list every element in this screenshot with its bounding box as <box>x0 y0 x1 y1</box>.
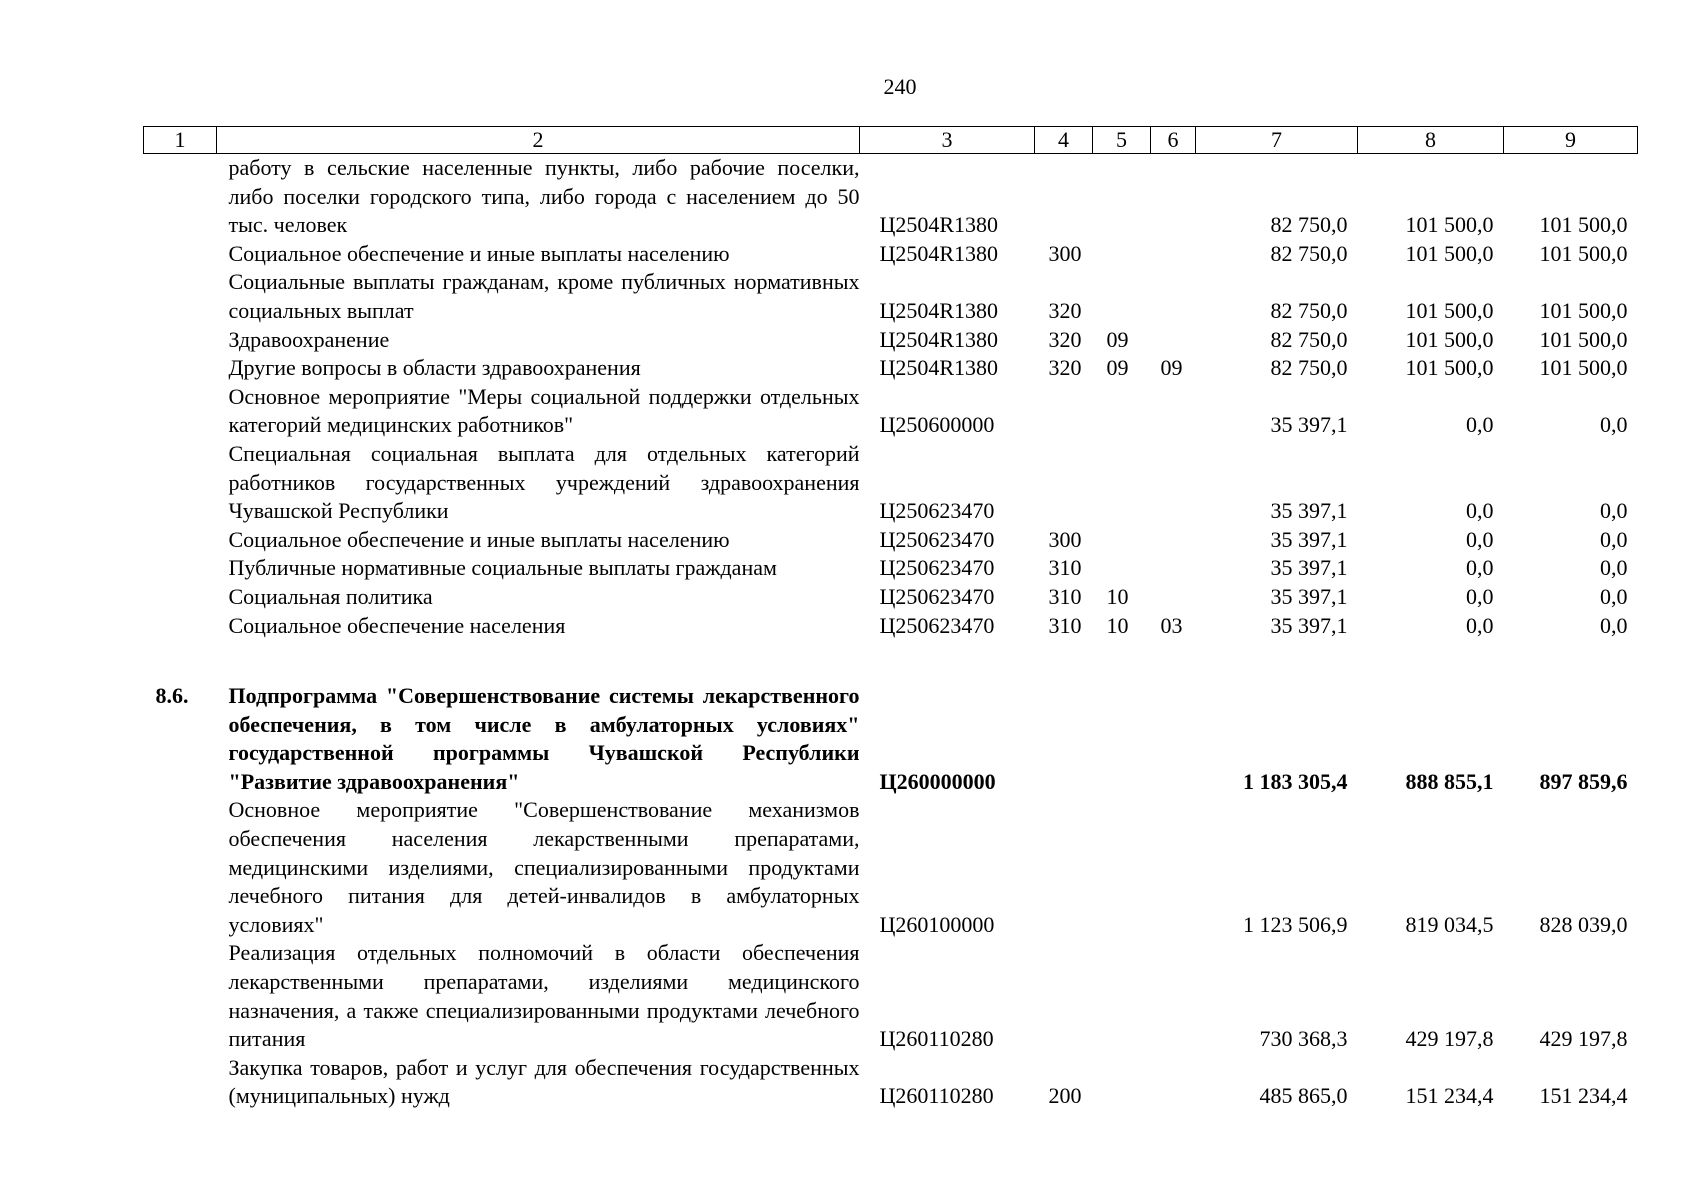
row-amount-col9: 101 500,0 <box>1539 212 1628 238</box>
row-subsection <box>1151 796 1196 939</box>
row-amount-col8: 429 197,8 <box>1405 1026 1494 1052</box>
row-code: Ц2504R1380 <box>879 355 999 381</box>
table-row <box>144 154 1638 240</box>
row-name: Реализация отдельных полномочий в области обеспечения лекарственными препаратами, изделиями медицинского назначения, а также специализированными продуктами лечебного питания <box>228 940 860 1052</box>
row-amount-col9: 0,0 <box>1600 583 1628 609</box>
column-number-row <box>144 127 1638 154</box>
table-row <box>144 939 1638 1053</box>
row-section: 09 <box>1106 355 1129 381</box>
row-amount-col9: 101 500,0 <box>1539 326 1628 352</box>
row-number <box>144 354 217 383</box>
row-subsection <box>1151 939 1196 1053</box>
row-code: Ц250623470 <box>879 555 995 581</box>
row-expense-type <box>1035 440 1093 526</box>
row-code: Ц260110280 <box>879 1083 994 1109</box>
row-amount-col8: 819 034,5 <box>1405 911 1494 937</box>
table-row <box>144 796 1638 939</box>
page-number: 240 <box>883 74 917 99</box>
row-amount-col7: 35 397,1 <box>1270 555 1348 581</box>
row-amount-col7: 1 183 305,4 <box>1243 768 1348 794</box>
row-name: Основное мероприятие "Совершенствование механизмов обеспечения населения лекарственными препаратами, медицинскими изделиями, специализированными продуктами лечебного питания для детей-инвалидов в амбулаторных условиях" <box>228 797 860 937</box>
row-amount-col7: 82 750,0 <box>1270 326 1348 352</box>
row-amount-col9: 101 500,0 <box>1539 355 1628 381</box>
row-code: Ц2504R1380 <box>879 240 999 266</box>
row-expense-type: 320 <box>1048 355 1082 381</box>
row-subsection <box>1151 268 1196 325</box>
row-section <box>1093 682 1151 796</box>
row-name: Социальная политика <box>228 583 433 609</box>
table-row <box>144 583 1638 612</box>
row-expense-type: 300 <box>1048 240 1082 266</box>
row-expense-type <box>1035 154 1093 240</box>
table-row <box>144 526 1638 555</box>
row-section <box>1093 939 1151 1053</box>
row-number <box>144 796 217 939</box>
row-number <box>144 554 217 583</box>
row-expense-type: 320 <box>1048 326 1082 352</box>
row-expense-type <box>1035 682 1093 796</box>
row-code: Ц2504R1380 <box>879 212 999 238</box>
row-code: Ц2504R1380 <box>879 326 999 352</box>
table-row <box>144 383 1638 440</box>
row-number: 8.6. <box>155 683 189 709</box>
row-code: Ц260110280 <box>879 1026 994 1052</box>
row-expense-type: 310 <box>1048 555 1082 581</box>
row-code: Ц250623470 <box>879 526 995 552</box>
row-amount-col8: 0,0 <box>1466 412 1494 438</box>
row-amount-col9: 0,0 <box>1600 555 1628 581</box>
row-amount-col8: 0,0 <box>1466 526 1494 552</box>
row-section: 10 <box>1106 583 1129 609</box>
row-name: Социальное обеспечение и иные выплаты населению <box>228 240 730 266</box>
table-body <box>144 154 1638 1112</box>
row-name: Специальная социальная выплата для отдельных категорий работников государственных учреждений здравоохранения Чувашской Республики <box>228 440 860 524</box>
row-number <box>144 939 217 1053</box>
table-row <box>144 1054 1638 1111</box>
row-amount-col7: 82 750,0 <box>1270 355 1348 381</box>
row-subsection: 09 <box>1160 355 1183 381</box>
table-row <box>144 440 1638 526</box>
row-expense-type: 310 <box>1048 583 1082 609</box>
row-amount-col7: 1 123 506,9 <box>1243 911 1348 937</box>
row-amount-col7: 730 368,3 <box>1259 1026 1348 1052</box>
row-subsection <box>1151 240 1196 269</box>
row-subsection <box>1151 554 1196 583</box>
row-section <box>1093 526 1151 555</box>
row-expense-type: 300 <box>1048 526 1082 552</box>
row-amount-col9: 0,0 <box>1600 412 1628 438</box>
row-name: Публичные нормативные социальные выплаты гражданам <box>228 555 777 581</box>
column-header-4: 4 <box>1035 127 1093 154</box>
table-row <box>144 354 1638 383</box>
row-amount-col8: 101 500,0 <box>1405 297 1494 323</box>
table-row <box>144 268 1638 325</box>
spacer-cell <box>144 640 1638 682</box>
section-spacer <box>144 640 1638 682</box>
row-amount-col7: 82 750,0 <box>1270 240 1348 266</box>
row-number <box>144 440 217 526</box>
row-name: Социальные выплаты гражданам, кроме публичных нормативных социальных выплат <box>228 269 860 323</box>
table-row <box>144 326 1638 355</box>
row-amount-col9: 429 197,8 <box>1539 1026 1628 1052</box>
row-name: Социальное обеспечение и иные выплаты населению <box>228 526 730 552</box>
row-subsection <box>1151 526 1196 555</box>
row-section <box>1093 154 1151 240</box>
row-amount-col9: 151 234,4 <box>1539 1083 1628 1109</box>
row-amount-col8: 101 500,0 <box>1405 355 1494 381</box>
row-code: Ц250600000 <box>879 412 995 438</box>
row-amount-col7: 35 397,1 <box>1270 583 1348 609</box>
row-name: Закупка товаров, работ и услуг для обеспечения государственных (муниципальных) нужд <box>228 1054 860 1109</box>
row-amount-col7: 35 397,1 <box>1270 612 1348 638</box>
row-amount-col9: 0,0 <box>1600 612 1628 638</box>
row-section <box>1093 240 1151 269</box>
row-number <box>144 526 217 555</box>
row-number <box>144 240 217 269</box>
row-name: Подпрограмма "Совершенствование системы лекарственного обеспечения, в том числе в амбулаторных условиях" государственной программы Чувашской Республики "Развитие здравоохранения" <box>228 683 860 794</box>
row-name: Здравоохранение <box>228 326 390 352</box>
row-name: работу в сельские населенные пункты, либо рабочие поселки, либо поселки городского типа, либо города с населением до 50 тыс. человек <box>228 155 860 238</box>
row-amount-col7: 82 750,0 <box>1270 297 1348 323</box>
row-code: Ц250623470 <box>879 583 995 609</box>
row-section <box>1093 796 1151 939</box>
row-amount-col8: 0,0 <box>1466 555 1494 581</box>
row-amount-col9: 828 039,0 <box>1539 911 1628 937</box>
row-code: Ц250623470 <box>879 498 995 524</box>
row-amount-col8: 888 855,1 <box>1405 768 1494 794</box>
row-expense-type: 200 <box>1048 1083 1082 1109</box>
row-number <box>144 612 217 641</box>
row-subsection <box>1151 440 1196 526</box>
row-expense-type: 310 <box>1048 612 1082 638</box>
row-amount-col7: 485 865,0 <box>1259 1083 1348 1109</box>
row-expense-type <box>1035 796 1093 939</box>
row-section <box>1093 383 1151 440</box>
row-amount-col9: 101 500,0 <box>1539 297 1628 323</box>
row-code: Ц260000000 <box>879 768 996 794</box>
table-row <box>144 612 1638 641</box>
row-amount-col9: 101 500,0 <box>1539 240 1628 266</box>
row-amount-col9: 0,0 <box>1600 526 1628 552</box>
row-expense-type: 320 <box>1048 297 1082 323</box>
column-header-5: 5 <box>1093 127 1151 154</box>
row-amount-col8: 101 500,0 <box>1405 212 1494 238</box>
table-row <box>144 240 1638 269</box>
column-header-2: 2 <box>217 127 860 154</box>
row-amount-col8: 151 234,4 <box>1405 1083 1494 1109</box>
row-amount-col7: 35 397,1 <box>1270 412 1348 438</box>
row-subsection <box>1151 682 1196 796</box>
row-amount-col7: 35 397,1 <box>1270 526 1348 552</box>
row-section: 09 <box>1106 326 1129 352</box>
row-section <box>1093 440 1151 526</box>
row-amount-col8: 0,0 <box>1466 612 1494 638</box>
row-section <box>1093 268 1151 325</box>
row-amount-col9: 897 859,6 <box>1539 768 1628 794</box>
row-amount-col8: 101 500,0 <box>1405 326 1494 352</box>
row-amount-col7: 35 397,1 <box>1270 498 1348 524</box>
row-subsection <box>1151 326 1196 355</box>
row-section <box>1093 1054 1151 1111</box>
column-header-3: 3 <box>860 127 1035 154</box>
table-row <box>144 682 1638 796</box>
column-header-8: 8 <box>1358 127 1504 154</box>
row-number <box>144 326 217 355</box>
row-number <box>144 1054 217 1111</box>
row-amount-col8: 0,0 <box>1466 498 1494 524</box>
column-header-7: 7 <box>1196 127 1358 154</box>
row-name: Основное мероприятие "Меры социальной поддержки отдельных категорий медицинских работников" <box>228 383 860 438</box>
row-number <box>144 268 217 325</box>
row-expense-type <box>1035 383 1093 440</box>
row-section <box>1093 554 1151 583</box>
row-number <box>144 154 217 240</box>
row-code: Ц250623470 <box>879 612 995 638</box>
row-code: Ц260100000 <box>879 911 995 937</box>
column-header-9: 9 <box>1504 127 1638 154</box>
row-amount-col8: 101 500,0 <box>1405 240 1494 266</box>
row-subsection <box>1151 383 1196 440</box>
row-subsection <box>1151 1054 1196 1111</box>
row-name: Социальное обеспечение населения <box>228 612 566 638</box>
row-subsection <box>1151 154 1196 240</box>
row-number <box>144 383 217 440</box>
row-section: 10 <box>1106 612 1129 638</box>
row-expense-type <box>1035 939 1093 1053</box>
row-amount-col8: 0,0 <box>1466 583 1494 609</box>
row-code: Ц2504R1380 <box>879 297 999 323</box>
table-row <box>144 554 1638 583</box>
row-name: Другие вопросы в области здравоохранения <box>228 355 641 381</box>
row-number <box>144 583 217 612</box>
row-subsection <box>1151 583 1196 612</box>
row-amount-col9: 0,0 <box>1600 498 1628 524</box>
budget-table <box>143 126 1638 1111</box>
column-header-6: 6 <box>1151 127 1196 154</box>
column-header-1: 1 <box>144 127 217 154</box>
row-amount-col7: 82 750,0 <box>1270 212 1348 238</box>
row-subsection: 03 <box>1160 612 1183 638</box>
